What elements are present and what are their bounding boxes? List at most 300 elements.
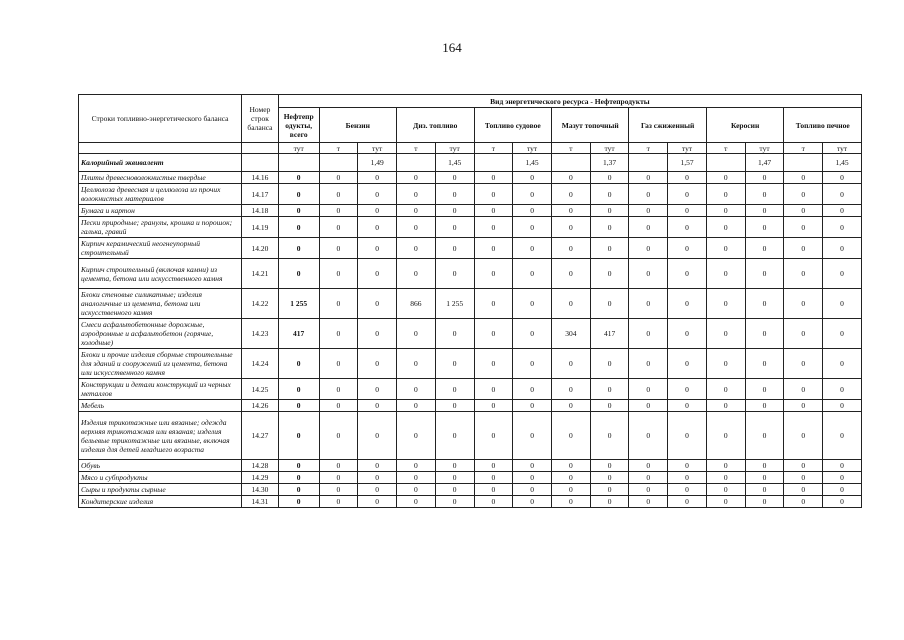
value-cell: 0 [784, 379, 823, 400]
value-cell: 0 [397, 472, 436, 484]
line-number: 14.24 [242, 349, 279, 379]
product-header: Топливо печное [784, 108, 862, 143]
value-cell: 0 [590, 484, 629, 496]
row-label: Изделия трикотажные или вязаные; одежда верхняя трикотажная или вязаная; изделия бельевые трикотажные или вязаные, включая изделия для детей младшего возраста [79, 412, 242, 460]
row-label: Мясо и субпродукты [79, 472, 242, 484]
value-cell: 0 [319, 400, 358, 412]
value-cell: 0 [474, 238, 513, 259]
value-cell: 0 [358, 484, 397, 496]
value-cell: 0 [513, 259, 552, 289]
value-cell: 0 [397, 238, 436, 259]
value-cell: 0 [590, 379, 629, 400]
value-cell: 0 [590, 460, 629, 472]
value-cell: 0 [435, 412, 474, 460]
value-cell: 0 [513, 484, 552, 496]
value-cell: 0 [551, 205, 590, 217]
value-cell: 0 [319, 379, 358, 400]
calorific-value: 1,45 [823, 154, 862, 172]
table-row [79, 400, 862, 412]
calorific-value [629, 154, 668, 172]
row-label-header: Строки топливно-энергетического баланса [79, 95, 242, 143]
value-cell: 0 [784, 472, 823, 484]
value-cell: 0 [629, 349, 668, 379]
unit-label: тут [823, 143, 862, 154]
value-cell: 0 [278, 460, 319, 472]
value-cell: 0 [706, 412, 745, 460]
group-header: Вид энергетического ресурса - Нефтепродукты [278, 95, 861, 108]
calorific-value [242, 154, 279, 172]
value-cell: 0 [435, 259, 474, 289]
value-cell: 0 [784, 412, 823, 460]
value-cell: 0 [278, 412, 319, 460]
value-cell: 0 [668, 319, 707, 349]
unit-label: т [474, 143, 513, 154]
value-cell: 0 [706, 184, 745, 205]
value-cell: 0 [474, 379, 513, 400]
value-cell: 0 [358, 496, 397, 508]
value-cell: 0 [358, 259, 397, 289]
table-row [79, 460, 862, 472]
unit-label: т [629, 143, 668, 154]
table-row [79, 289, 862, 319]
value-cell: 0 [319, 205, 358, 217]
value-cell: 0 [513, 184, 552, 205]
value-cell: 0 [513, 349, 552, 379]
value-cell: 0 [474, 289, 513, 319]
value-cell: 0 [706, 259, 745, 289]
value-cell: 0 [629, 205, 668, 217]
line-number: 14.18 [242, 205, 279, 217]
value-cell: 0 [784, 319, 823, 349]
calorific-value [551, 154, 590, 172]
row-label: Блоки стеновые силикатные; изделия аналогичные из цемента, бетона или искусственного камня [79, 289, 242, 319]
table-row [79, 238, 862, 259]
value-cell: 304 [551, 319, 590, 349]
value-cell: 0 [745, 379, 784, 400]
value-cell: 0 [319, 412, 358, 460]
value-cell: 0 [435, 460, 474, 472]
value-cell: 0 [629, 412, 668, 460]
value-cell: 0 [784, 484, 823, 496]
value-cell: 0 [590, 289, 629, 319]
value-cell: 0 [745, 259, 784, 289]
value-cell: 0 [668, 460, 707, 472]
value-cell: 0 [513, 172, 552, 184]
value-cell: 0 [435, 400, 474, 412]
line-number: 14.17 [242, 184, 279, 205]
value-cell: 0 [668, 238, 707, 259]
unit-label: т [397, 143, 436, 154]
value-cell: 417 [590, 319, 629, 349]
value-cell: 0 [319, 460, 358, 472]
table-row [79, 412, 862, 460]
product-header: Керосин [706, 108, 783, 143]
product-header: Диз. топливо [397, 108, 474, 143]
value-cell: 0 [435, 184, 474, 205]
product-header: Бензин [319, 108, 396, 143]
row-label: Плиты древесноволокнистые твердые [79, 172, 242, 184]
value-cell: 0 [358, 205, 397, 217]
value-cell: 0 [397, 349, 436, 379]
value-cell: 0 [358, 289, 397, 319]
value-cell: 0 [590, 217, 629, 238]
table-row [79, 496, 862, 508]
value-cell: 0 [706, 400, 745, 412]
unit-header-row [79, 143, 862, 154]
value-cell: 0 [551, 184, 590, 205]
value-cell: 0 [745, 238, 784, 259]
value-cell: 0 [668, 172, 707, 184]
table-row [79, 319, 862, 349]
value-cell: 0 [629, 400, 668, 412]
value-cell: 0 [706, 289, 745, 319]
value-cell: 0 [629, 259, 668, 289]
value-cell: 0 [435, 349, 474, 379]
table-row [79, 184, 862, 205]
value-cell: 0 [551, 349, 590, 379]
value-cell: 0 [397, 217, 436, 238]
calorific-value: 1,45 [513, 154, 552, 172]
value-cell: 0 [629, 172, 668, 184]
value-cell: 0 [435, 319, 474, 349]
calorific-value: 1,47 [745, 154, 784, 172]
value-cell: 0 [278, 238, 319, 259]
value-cell: 0 [629, 472, 668, 484]
value-cell: 0 [668, 379, 707, 400]
value-cell: 0 [823, 205, 862, 217]
line-number: 14.27 [242, 412, 279, 460]
value-cell: 0 [278, 379, 319, 400]
value-cell: 0 [358, 460, 397, 472]
value-cell: 0 [358, 319, 397, 349]
value-cell: 0 [278, 400, 319, 412]
value-cell: 0 [590, 172, 629, 184]
value-cell: 0 [745, 217, 784, 238]
value-cell: 0 [745, 412, 784, 460]
value-cell: 0 [358, 379, 397, 400]
calorific-value [397, 154, 436, 172]
value-cell: 1 255 [435, 289, 474, 319]
value-cell: 0 [319, 172, 358, 184]
value-cell: 0 [784, 496, 823, 508]
value-cell: 0 [706, 238, 745, 259]
value-cell: 0 [435, 217, 474, 238]
value-cell: 0 [629, 460, 668, 472]
value-cell: 0 [513, 460, 552, 472]
value-cell: 0 [551, 400, 590, 412]
value-cell: 0 [551, 217, 590, 238]
value-cell: 0 [278, 217, 319, 238]
row-label: Кондитерские изделия [79, 496, 242, 508]
unit-label: т [551, 143, 590, 154]
value-cell: 0 [590, 349, 629, 379]
table-row [79, 379, 862, 400]
value-cell: 0 [551, 496, 590, 508]
value-cell: 0 [668, 412, 707, 460]
row-label: Блоки и прочие изделия сборные строительные для зданий и сооружений из цемента, бетона или искусственного камня [79, 349, 242, 379]
value-cell: 0 [668, 349, 707, 379]
table-row [79, 484, 862, 496]
row-label: Целлюлоза древесная и целлюлоза из прочих волокнистых материалов [79, 184, 242, 205]
value-cell: 0 [590, 496, 629, 508]
value-cell: 0 [784, 172, 823, 184]
value-cell: 0 [823, 172, 862, 184]
value-cell: 0 [474, 484, 513, 496]
value-cell: 0 [319, 259, 358, 289]
value-cell: 0 [278, 484, 319, 496]
value-cell: 0 [823, 496, 862, 508]
value-cell: 0 [358, 412, 397, 460]
value-cell: 0 [319, 238, 358, 259]
line-number: 14.29 [242, 472, 279, 484]
value-cell: 0 [474, 205, 513, 217]
unit-label: тут [745, 143, 784, 154]
value-cell: 0 [397, 496, 436, 508]
value-cell: 0 [513, 289, 552, 319]
value-cell: 0 [706, 205, 745, 217]
value-cell: 0 [435, 172, 474, 184]
unit-label: т [784, 143, 823, 154]
value-cell: 0 [590, 400, 629, 412]
value-cell: 0 [319, 472, 358, 484]
value-cell: 0 [397, 379, 436, 400]
value-cell: 0 [278, 184, 319, 205]
value-cell: 0 [551, 472, 590, 484]
value-cell: 0 [474, 184, 513, 205]
value-cell: 0 [397, 259, 436, 289]
value-cell: 417 [278, 319, 319, 349]
table-head [79, 95, 862, 154]
value-cell: 0 [629, 379, 668, 400]
value-cell: 0 [745, 319, 784, 349]
unit-label: тут [358, 143, 397, 154]
calorific-value: 1,45 [435, 154, 474, 172]
value-cell: 0 [474, 472, 513, 484]
value-cell: 0 [823, 460, 862, 472]
value-cell: 0 [706, 379, 745, 400]
product-header: Газ сжиженный [629, 108, 706, 143]
calorific-value [319, 154, 358, 172]
calorific-value [278, 154, 319, 172]
value-cell: 0 [551, 460, 590, 472]
value-cell: 0 [319, 217, 358, 238]
value-cell: 0 [784, 259, 823, 289]
calorific-value [474, 154, 513, 172]
value-cell: 0 [590, 184, 629, 205]
value-cell: 866 [397, 289, 436, 319]
value-cell: 0 [668, 484, 707, 496]
value-cell: 0 [474, 217, 513, 238]
unit-blank [242, 143, 279, 154]
line-number: 14.22 [242, 289, 279, 319]
value-cell: 0 [278, 349, 319, 379]
value-cell: 0 [551, 238, 590, 259]
row-label: Обувь [79, 460, 242, 472]
value-cell: 0 [823, 400, 862, 412]
line-number: 14.30 [242, 484, 279, 496]
value-cell: 0 [397, 172, 436, 184]
value-cell: 0 [784, 238, 823, 259]
value-cell: 0 [590, 412, 629, 460]
value-cell: 0 [551, 379, 590, 400]
value-cell: 0 [435, 484, 474, 496]
row-label: Кирпич керамический неогнеупорный строительный [79, 238, 242, 259]
value-cell: 0 [513, 496, 552, 508]
value-cell: 0 [784, 184, 823, 205]
table-row [79, 472, 862, 484]
row-label: Сыры и продукты сырные [79, 484, 242, 496]
value-cell: 0 [513, 238, 552, 259]
value-cell: 0 [629, 184, 668, 205]
value-cell: 0 [590, 259, 629, 289]
value-cell: 0 [823, 484, 862, 496]
value-cell: 0 [745, 400, 784, 412]
value-cell: 0 [823, 319, 862, 349]
calorific-value: 1,57 [668, 154, 707, 172]
value-cell: 0 [823, 184, 862, 205]
value-cell: 0 [358, 238, 397, 259]
value-cell: 0 [278, 496, 319, 508]
value-cell: 0 [784, 289, 823, 319]
line-number: 14.20 [242, 238, 279, 259]
value-cell: 0 [629, 289, 668, 319]
calorific-value [784, 154, 823, 172]
value-cell: 0 [358, 217, 397, 238]
value-cell: 0 [397, 412, 436, 460]
value-cell: 0 [319, 319, 358, 349]
row-label: Конструкции и детали конструкций из черных металлов [79, 379, 242, 400]
unit-label: тут [513, 143, 552, 154]
unit-label: т [319, 143, 358, 154]
value-cell: 0 [668, 205, 707, 217]
value-cell: 0 [668, 184, 707, 205]
value-cell: 0 [435, 238, 474, 259]
value-cell: 0 [319, 184, 358, 205]
value-cell: 0 [319, 289, 358, 319]
value-cell: 0 [706, 496, 745, 508]
value-cell: 0 [474, 259, 513, 289]
value-cell: 0 [474, 412, 513, 460]
value-cell: 0 [590, 238, 629, 259]
value-cell: 0 [397, 484, 436, 496]
calorific-row [79, 154, 862, 172]
value-cell: 0 [706, 472, 745, 484]
value-cell: 0 [629, 484, 668, 496]
row-label: Кирпич строительный (включая камни) из цемента, бетона или искусственного камня [79, 259, 242, 289]
value-cell: 0 [706, 460, 745, 472]
line-number: 14.16 [242, 172, 279, 184]
energy-balance-table [78, 94, 862, 508]
value-cell: 0 [551, 259, 590, 289]
value-cell: 0 [474, 172, 513, 184]
value-cell: 0 [358, 349, 397, 379]
table-row [79, 205, 862, 217]
value-cell: 0 [745, 496, 784, 508]
value-cell: 0 [784, 349, 823, 379]
unit-label: тут [435, 143, 474, 154]
page-number: 164 [442, 40, 462, 55]
value-cell: 0 [319, 349, 358, 379]
table-row [79, 172, 862, 184]
value-cell: 0 [278, 172, 319, 184]
value-cell: 0 [745, 184, 784, 205]
value-cell: 0 [629, 217, 668, 238]
value-cell: 0 [513, 412, 552, 460]
value-cell: 0 [784, 217, 823, 238]
value-cell: 0 [629, 496, 668, 508]
value-cell: 0 [629, 319, 668, 349]
table-body [79, 154, 862, 508]
unit-blank [79, 143, 242, 154]
line-number: 14.19 [242, 217, 279, 238]
line-number: 14.25 [242, 379, 279, 400]
value-cell: 0 [551, 172, 590, 184]
value-cell: 0 [823, 217, 862, 238]
value-cell: 0 [629, 238, 668, 259]
value-cell: 0 [706, 172, 745, 184]
value-cell: 0 [358, 400, 397, 412]
value-cell: 0 [668, 472, 707, 484]
value-cell: 0 [823, 472, 862, 484]
value-cell: 0 [706, 217, 745, 238]
value-cell: 0 [474, 496, 513, 508]
line-number: 14.31 [242, 496, 279, 508]
value-cell: 0 [474, 460, 513, 472]
unit-label: тут [278, 143, 319, 154]
value-cell: 0 [397, 460, 436, 472]
value-cell: 0 [513, 319, 552, 349]
value-cell: 0 [706, 349, 745, 379]
value-cell: 0 [474, 319, 513, 349]
value-cell: 0 [397, 205, 436, 217]
value-cell: 0 [513, 379, 552, 400]
value-cell: 0 [474, 349, 513, 379]
line-number: 14.28 [242, 460, 279, 472]
value-cell: 0 [784, 400, 823, 412]
value-cell: 0 [745, 172, 784, 184]
value-cell: 0 [278, 472, 319, 484]
product-header: Нефтепр одукты, всего [278, 108, 319, 143]
value-cell: 0 [668, 289, 707, 319]
value-cell: 0 [590, 472, 629, 484]
row-label: Бумага и картон [79, 205, 242, 217]
table-row [79, 349, 862, 379]
value-cell: 0 [668, 496, 707, 508]
value-cell: 0 [823, 349, 862, 379]
value-cell: 0 [551, 289, 590, 319]
value-cell: 0 [435, 205, 474, 217]
product-header: Мазут топочный [551, 108, 628, 143]
row-label: Мебель [79, 400, 242, 412]
value-cell: 0 [668, 259, 707, 289]
value-cell: 0 [745, 472, 784, 484]
value-cell: 0 [823, 289, 862, 319]
product-header: Топливо судовое [474, 108, 551, 143]
line-number: 14.26 [242, 400, 279, 412]
calorific-value [706, 154, 745, 172]
value-cell: 0 [745, 460, 784, 472]
value-cell: 0 [784, 205, 823, 217]
value-cell: 0 [784, 460, 823, 472]
value-cell: 0 [474, 400, 513, 412]
value-cell: 0 [435, 496, 474, 508]
value-cell: 0 [513, 472, 552, 484]
value-cell: 0 [551, 412, 590, 460]
line-number-header: Номер строк баланса [242, 95, 279, 143]
value-cell: 0 [397, 184, 436, 205]
value-cell: 0 [745, 205, 784, 217]
unit-label: т [706, 143, 745, 154]
